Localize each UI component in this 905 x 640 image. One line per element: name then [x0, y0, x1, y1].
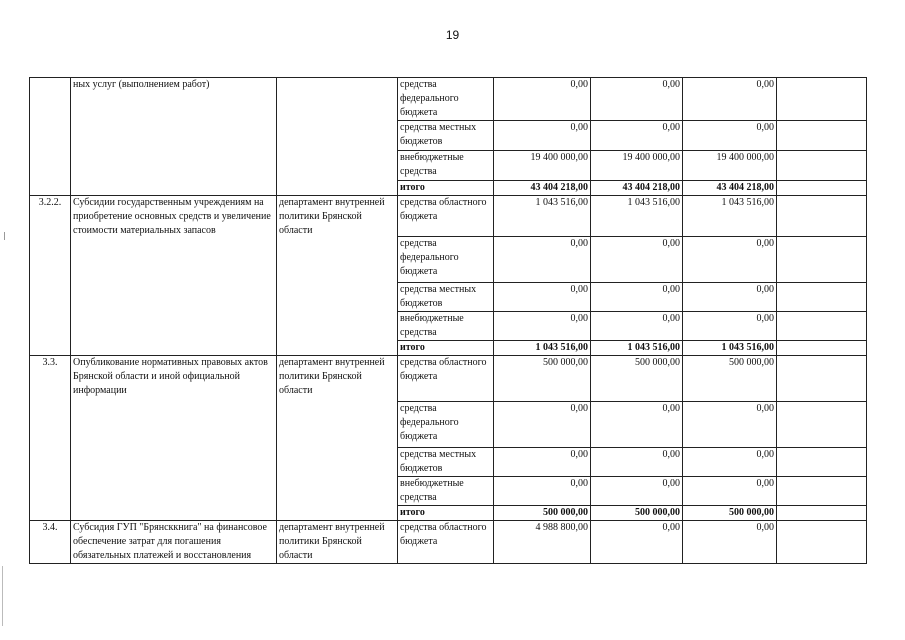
amount-year-3: 500 000,00: [683, 506, 777, 521]
table-row: [30, 78, 867, 121]
amount-year-2: 0,00: [591, 477, 683, 506]
amount-year-1: 500 000,00: [494, 506, 591, 521]
amount-year-1: 43 404 218,00: [494, 181, 591, 196]
amount-year-1: 4 988 800,00: [494, 521, 591, 564]
funding-source: средства федерального бюджета: [398, 237, 494, 283]
funding-source: средства областного бюджета: [398, 356, 494, 402]
amount-year-2: 0,00: [591, 283, 683, 312]
amount-year-3: 19 400 000,00: [683, 151, 777, 181]
empty-cell: [777, 356, 867, 402]
amount-year-2: 0,00: [591, 402, 683, 448]
funding-source: средства областного бюджета: [398, 196, 494, 237]
amount-year-3: 43 404 218,00: [683, 181, 777, 196]
amount-year-2: 500 000,00: [591, 506, 683, 521]
empty-cell: [777, 477, 867, 506]
empty-cell: [777, 237, 867, 283]
amount-year-2: 500 000,00: [591, 356, 683, 402]
amount-year-2: 0,00: [591, 521, 683, 564]
item-code: [30, 78, 71, 196]
amount-year-3: 0,00: [683, 312, 777, 341]
amount-year-2: 19 400 000,00: [591, 151, 683, 181]
amount-year-2: 0,00: [591, 312, 683, 341]
amount-year-3: 0,00: [683, 521, 777, 564]
amount-year-1: 0,00: [494, 312, 591, 341]
empty-cell: [777, 121, 867, 151]
empty-cell: [777, 151, 867, 181]
item-code: 3.3.: [30, 356, 71, 521]
amount-year-3: 0,00: [683, 237, 777, 283]
amount-year-3: 0,00: [683, 121, 777, 151]
funding-source: итого: [398, 506, 494, 521]
item-executor: [277, 78, 398, 196]
amount-year-1: 0,00: [494, 402, 591, 448]
amount-year-3: 0,00: [683, 448, 777, 477]
table-row: [30, 356, 867, 402]
amount-year-2: 0,00: [591, 237, 683, 283]
funding-source: внебюджетные средства: [398, 312, 494, 341]
empty-cell: [777, 448, 867, 477]
scan-edge-mark: [2, 566, 3, 626]
empty-cell: [777, 312, 867, 341]
amount-year-1: 19 400 000,00: [494, 151, 591, 181]
amount-year-1: 0,00: [494, 283, 591, 312]
amount-year-3: 0,00: [683, 477, 777, 506]
amount-year-1: 1 043 516,00: [494, 341, 591, 356]
amount-year-1: 0,00: [494, 78, 591, 121]
amount-year-3: 1 043 516,00: [683, 196, 777, 237]
scan-edge-mark: [4, 232, 5, 240]
amount-year-3: 500 000,00: [683, 356, 777, 402]
item-title: ных услуг (выполнением работ): [71, 78, 277, 196]
amount-year-2: 43 404 218,00: [591, 181, 683, 196]
funding-source: итого: [398, 341, 494, 356]
empty-cell: [777, 506, 867, 521]
amount-year-2: 1 043 516,00: [591, 341, 683, 356]
item-title: Опубликование нормативных правовых актов Брянской области и иной официальной информации: [71, 356, 277, 521]
amount-year-3: 1 043 516,00: [683, 341, 777, 356]
item-title: Субсидии государственным учреждениям на приобретение основных средств и увеличение стоимости материальных запасов: [71, 196, 277, 356]
funding-source: внебюджетные средства: [398, 477, 494, 506]
amount-year-1: 0,00: [494, 121, 591, 151]
empty-cell: [777, 402, 867, 448]
amount-year-1: 1 043 516,00: [494, 196, 591, 237]
funding-source: средства местных бюджетов: [398, 283, 494, 312]
budget-table: [29, 77, 867, 564]
item-code: 3.4.: [30, 521, 71, 564]
funding-source: средства областного бюджета: [398, 521, 494, 564]
funding-source: средства федерального бюджета: [398, 402, 494, 448]
amount-year-1: 0,00: [494, 448, 591, 477]
funding-source: внебюджетные средства: [398, 151, 494, 181]
empty-cell: [777, 283, 867, 312]
empty-cell: [777, 521, 867, 564]
empty-cell: [777, 181, 867, 196]
table-row: [30, 196, 867, 237]
amount-year-1: 0,00: [494, 237, 591, 283]
amount-year-2: 0,00: [591, 121, 683, 151]
amount-year-1: 0,00: [494, 477, 591, 506]
amount-year-3: 0,00: [683, 402, 777, 448]
funding-source: средства федерального бюджета: [398, 78, 494, 121]
funding-source: итого: [398, 181, 494, 196]
empty-cell: [777, 341, 867, 356]
table-row: [30, 521, 867, 564]
item-code: 3.2.2.: [30, 196, 71, 356]
amount-year-3: 0,00: [683, 283, 777, 312]
amount-year-2: 1 043 516,00: [591, 196, 683, 237]
amount-year-1: 500 000,00: [494, 356, 591, 402]
funding-source: средства местных бюджетов: [398, 448, 494, 477]
item-executor: департамент внутренней политики Брянской области: [277, 356, 398, 521]
page-number: 19: [445, 28, 460, 42]
empty-cell: [777, 78, 867, 121]
item-executor: департамент внутренней политики Брянской области: [277, 521, 398, 564]
funding-source: средства местных бюджетов: [398, 121, 494, 151]
item-executor: департамент внутренней политики Брянской области: [277, 196, 398, 356]
amount-year-3: 0,00: [683, 78, 777, 121]
amount-year-2: 0,00: [591, 448, 683, 477]
empty-cell: [777, 196, 867, 237]
amount-year-2: 0,00: [591, 78, 683, 121]
item-title: Субсидия ГУП "Брянсккнига" на финансовое обеспечение затрат для погашения обязательных платежей и восстановления: [71, 521, 277, 564]
